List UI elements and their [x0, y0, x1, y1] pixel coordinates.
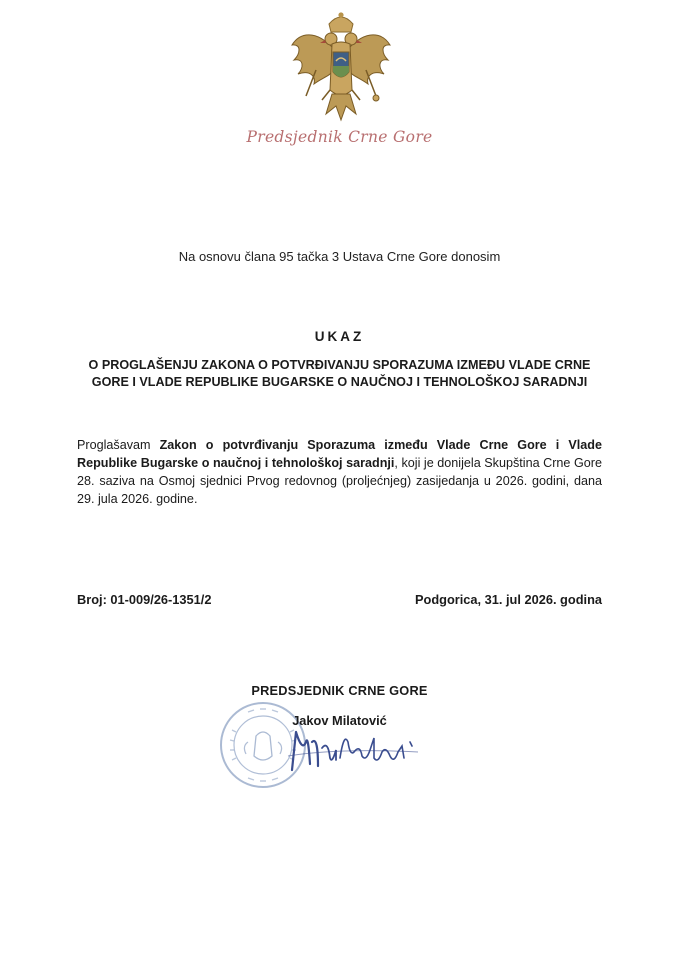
legal-basis-line: Na osnovu člana 95 tačka 3 Ustava Crne Gore donosim	[178, 249, 501, 264]
law-title: Zakon o potvrđivanju Sporazuma između Vlade Crne Gore i Vlade Republike Bugarske o naučnoj i tehnološkoj saradnji	[77, 438, 602, 470]
body-lead: Proglašavam	[77, 438, 160, 452]
decree-heading: UKAZ	[314, 329, 365, 344]
decree-subheading: O PROGLAŠENJU ZAKONA O POTVRĐIVANJU SPORAZUMA IZMEĐU VLADE CRNE GORE I VLADE REPUBLIKE BUGARSKE O NAUČNOJ I TEHNOLOŠKOJ SARADNJI	[88, 358, 591, 389]
letterhead-title: Predsjednik Crne Gore	[246, 128, 433, 146]
place-and-date: Podgorica, 31. jul 2026. godina	[414, 592, 602, 607]
signatory-title: PREDSJEDNIK CRNE GORE	[251, 683, 428, 698]
coat-of-arms-emblem	[286, 10, 396, 125]
handwritten-signature	[278, 712, 448, 782]
signatory-name: Jakov Milatović	[292, 713, 387, 728]
decree-body	[77, 436, 602, 508]
body-rest: , koji je donijela Skupština Crne Gore 28. saziva na Osmoj sjednici Prvog redovnog (proljećnjeg) zasijedanja u 2026. godini, dana 29. jula 2026. godine.	[77, 456, 602, 506]
reference-number: Broj: 01-009/26-1351/2	[77, 592, 212, 607]
